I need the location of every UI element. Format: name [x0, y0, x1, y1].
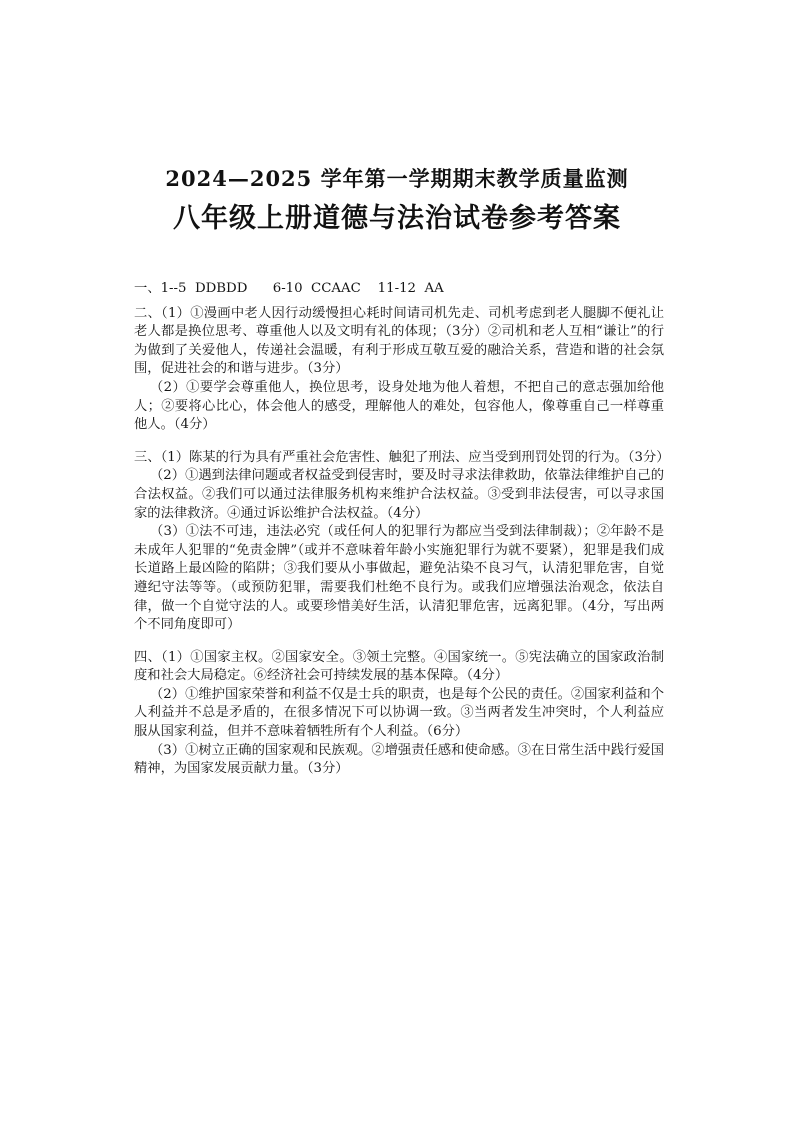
exam-title-line2: 八年级上册道德与法治试卷参考答案: [173, 203, 621, 234]
part3-question1-answer: 三、（1）陈某的行为具有严重社会危害性、触犯了刑法、应当受到刑罚处罚的行为。（3分）: [134, 449, 670, 465]
part2-question2-answer: （2）①要学会尊重他人，换位思考，设身处地为他人着想，不把自己的意志强加给他人；②要将心比心，体会他人的感受，理解他人的难处，包容他人，像尊重自己一样尊重他人。（4分）: [134, 379, 664, 433]
answer-body: [134, 280, 670, 779]
part3-question3-answer: （3）①法不可违，违法必究（或任何人的犯罪行为都应当受到法律制裁）；②年龄不是未成年人犯罪的“免责金牌”（或并不意味着年龄小实施犯罪行为就不要紧），犯罪是我们成长道路上最凶险的陷阱；③我们要从小事做起，避免沾染不良习气，认清犯罪危害，自觉遵纪守法等等。（或预防犯罪，需要我们杜绝不良行为。或我们应增强法治观念，依法自律，做一个自觉守法的人。或要珍惜美好生活，认清犯罪危害，远离犯罪。（4分，写出两个不同角度即可）: [134, 524, 664, 633]
multiple-choice-answers: 一、1--5 DDBDD 6-10 CCAAC 11-12 AA: [134, 281, 444, 296]
part4-question1-answer: 四、（1）①国家主权。②国家安全。③领土完整。④国家统一。⑤宪法确立的国家政治制度和社会大局稳定。⑥经济社会可持续发展的基本保障。（4分）: [134, 649, 664, 684]
part4-question3-answer: （3）①树立正确的国家观和民族观。②增强责任感和使命感。③在日常生活中践行爱国精神，为国家发展贡献力量。（3分）: [134, 742, 664, 777]
part4-question2-answer: （2）①维护国家荣誉和利益不仅是士兵的职责，也是每个公民的责任。②国家利益和个人利益并不总是矛盾的，在很多情况下可以协调一致。③当两者发生冲突时，个人利益应服从国家利益，但并不意味着牺牲所有个人利益。（6分）: [134, 686, 664, 740]
part3-question2-answer: （2）①遇到法律问题或者权益受到侵害时，要及时寻求法律救助，依靠法律维护自己的合法权益。②我们可以通过法律服务机构来维护合法权益。③受到非法侵害，可以寻求国家的法律救济。④通过诉讼维护合法权益。（4分）: [134, 468, 664, 521]
exam-title-line1: 2024—2025 学年第一学期期末教学质量监测: [165, 166, 629, 191]
part2-question1-answer: 二、（1）①漫画中老人因行动缓慢担心耗时间请司机先走、司机考虑到老人腿脚不便礼让老人都是换位思考、尊重他人以及文明有礼的体现；（3分）②司机和老人互相“谦让”的行为做到了关爱他人，传递社会温暖，有利于形成互敬互爱的融洽关系，营造和谐的社会氛围，促进社会的和谐与进步。（3分）: [134, 305, 664, 377]
